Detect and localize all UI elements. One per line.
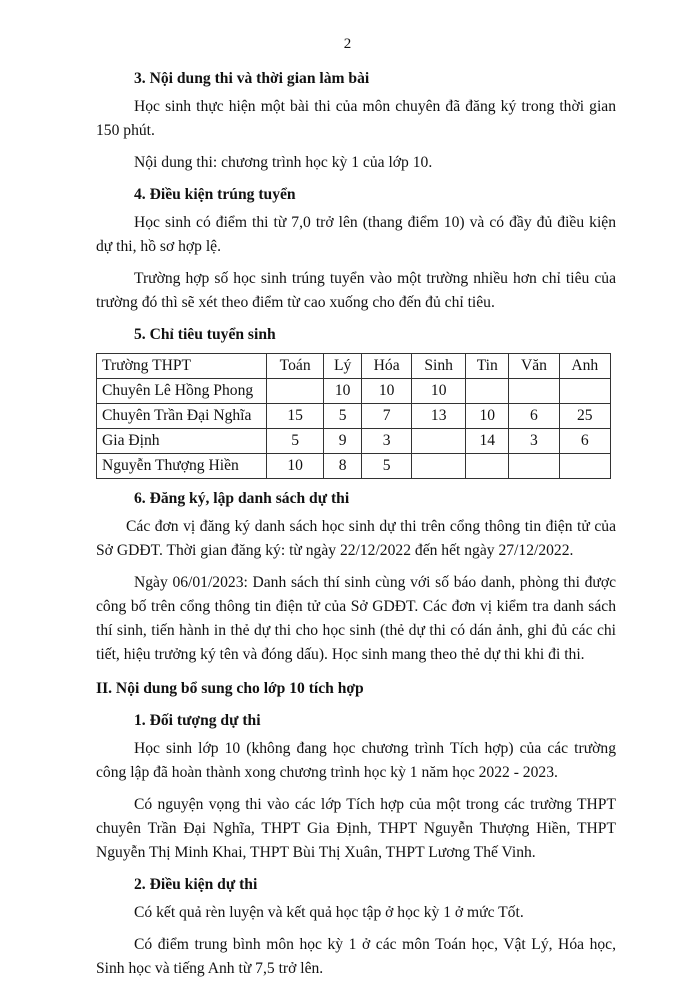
- table-cell: 6: [509, 404, 559, 429]
- table-cell: 10: [412, 379, 466, 404]
- table-cell: [559, 454, 610, 479]
- table-cell: [412, 454, 466, 479]
- table-cell: Chuyên Trần Đại Nghĩa: [97, 404, 267, 429]
- table-cell: 9: [324, 429, 362, 454]
- header-literature: Văn: [509, 354, 559, 379]
- part-2-section-1-heading: 1. Đối tượng dự thi: [134, 712, 261, 729]
- header-informatics: Tin: [466, 354, 509, 379]
- table-cell: [267, 379, 324, 404]
- table-cell: 5: [267, 429, 324, 454]
- table-header-row: [97, 354, 611, 379]
- table-cell: [509, 379, 559, 404]
- table-cell: 13: [412, 404, 466, 429]
- table-cell: [412, 429, 466, 454]
- part-2-heading: II. Nội dung bổ sung cho lớp 10 tích hợp: [96, 680, 364, 697]
- header-physics: Lý: [324, 354, 362, 379]
- table-cell: 5: [362, 454, 412, 479]
- table-cell: 6: [559, 429, 610, 454]
- table-cell: [466, 379, 509, 404]
- table-cell: [509, 454, 559, 479]
- table-row: [97, 379, 611, 404]
- section-3-paragraph-2: Nội dung thi: chương trình học kỳ 1 của lớp 10.: [134, 154, 433, 171]
- section-4-paragraph-1: Học sinh có điểm thi từ 7,0 trở lên (thang điểm 10) và có đầy đủ điều kiện dự thi, hồ sơ hợp lệ.: [96, 214, 616, 255]
- table-cell: Chuyên Lê Hồng Phong: [97, 379, 267, 404]
- part-2-section-2-heading: 2. Điều kiện dự thi: [134, 876, 258, 893]
- header-biology: Sinh: [412, 354, 466, 379]
- table-cell: 15: [267, 404, 324, 429]
- header-school: Trường THPT: [97, 354, 267, 379]
- table-cell: 8: [324, 454, 362, 479]
- table-cell: 10: [362, 379, 412, 404]
- part-2-section-2-paragraph-2: Có điểm trung bình môn học kỳ 1 ở các môn Toán học, Vật Lý, Hóa học, Sinh học và tiếng Anh từ 7,5 trở lên.: [96, 936, 616, 977]
- section-5-heading: 5. Chỉ tiêu tuyển sinh: [134, 326, 276, 343]
- table-cell: 3: [509, 429, 559, 454]
- part-2-section-1-paragraph-1: Học sinh lớp 10 (không đang học chương trình Tích hợp) của các trường công lập đã hoàn thành xong chương trình học kỳ 1 năm học 2022 - 2023.: [96, 740, 616, 781]
- table-cell: [559, 379, 610, 404]
- document-body: [96, 64, 616, 981]
- table-cell: 14: [466, 429, 509, 454]
- header-english: Anh: [559, 354, 610, 379]
- section-3-heading: 3. Nội dung thi và thời gian làm bài: [134, 70, 370, 87]
- section-4-paragraph-2: Trường hợp số học sinh trúng tuyển vào một trường nhiều hơn chỉ tiêu của trường đó thì sẽ xét theo điểm từ cao xuống cho đến đủ chỉ tiêu.: [96, 270, 616, 311]
- part-2-section-2-paragraph-1: Có kết quả rèn luyện và kết quả học tập ở học kỳ 1 ở mức Tốt.: [134, 904, 524, 921]
- section-4-heading: 4. Điều kiện trúng tuyển: [134, 186, 296, 203]
- table-cell: 5: [324, 404, 362, 429]
- table-cell: Nguyễn Thượng Hiền: [97, 454, 267, 479]
- table-row: [97, 429, 611, 454]
- section-6-paragraph-2: Ngày 06/01/2023: Danh sách thí sinh cùng với số báo danh, phòng thi được công bố trên cổng thông tin điện tử của Sở GDĐT. Các đơn vị kiểm tra danh sách thí sinh, tiến hành in thẻ dự thi cho học sinh (thẻ dự thi có dán ảnh, ghi đủ các chi tiết, hiệu trưởng ký tên và đóng dấu). Học sinh mang theo thẻ dự thi khi đi thi.: [96, 574, 616, 663]
- quota-table: [96, 353, 611, 479]
- section-3-paragraph-1: Học sinh thực hiện một bài thi của môn chuyên đã đăng ký trong thời gian 150 phút.: [96, 98, 616, 139]
- table-cell: 10: [267, 454, 324, 479]
- table-cell: 7: [362, 404, 412, 429]
- table-cell: Gia Định: [97, 429, 267, 454]
- table-cell: 3: [362, 429, 412, 454]
- header-math: Toán: [267, 354, 324, 379]
- part-2-section-1-paragraph-2: Có nguyện vọng thi vào các lớp Tích hợp của một trong các trường THPT chuyên Trần Đại Nghĩa, THPT Gia Định, THPT Nguyễn Thượng Hiền, THPT Nguyễn Thị Minh Khai, THPT Bùi Thị Xuân, THPT Lương Thế Vinh.: [96, 796, 616, 861]
- page-number: 2: [343, 36, 352, 52]
- table-cell: [466, 454, 509, 479]
- table-cell: 25: [559, 404, 610, 429]
- header-chemistry: Hóa: [362, 354, 412, 379]
- table-cell: 10: [324, 379, 362, 404]
- table-cell: 10: [466, 404, 509, 429]
- table-row: [97, 454, 611, 479]
- section-6-heading: 6. Đăng ký, lập danh sách dự thi: [134, 490, 350, 507]
- section-6-paragraph-1: Các đơn vị đăng ký danh sách học sinh dự thi trên cổng thông tin điện tử của Sở GDĐT. Thời gian đăng ký: từ ngày 22/12/2022 đến hết ngày 27/12/2022.: [96, 518, 616, 559]
- table-row: [97, 404, 611, 429]
